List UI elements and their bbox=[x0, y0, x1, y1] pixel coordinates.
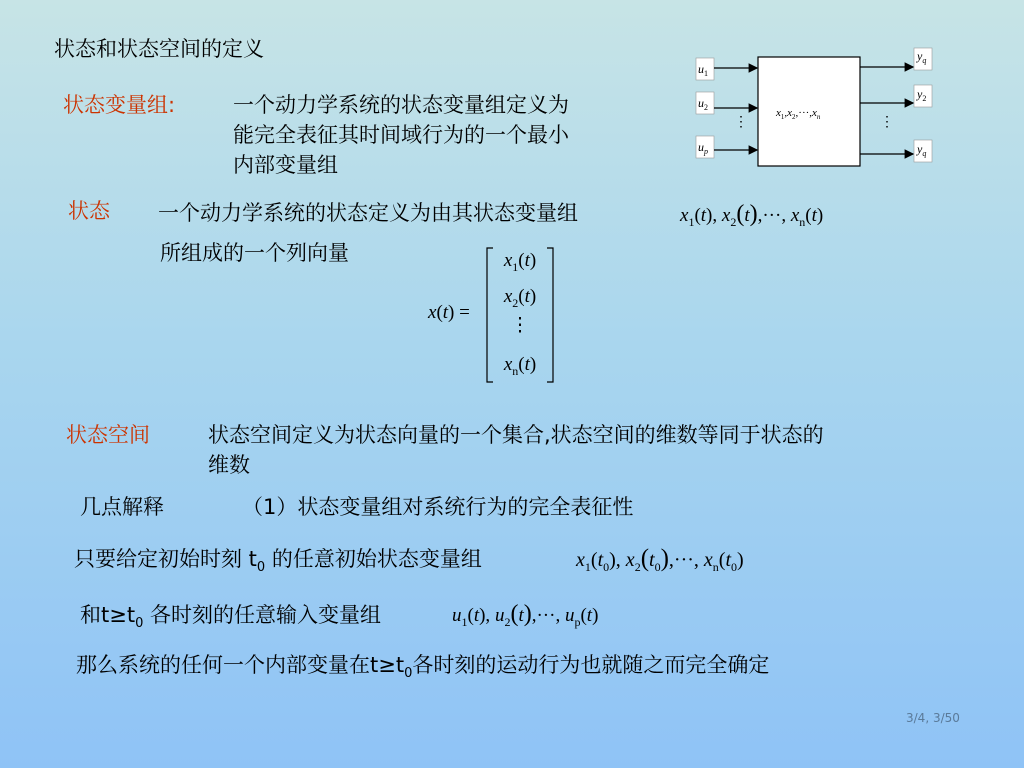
output-label-yq: $y_q$ bbox=[917, 142, 927, 158]
state-var-group-desc-line-1: 一个动力学系统的状态变量组定义为 bbox=[233, 93, 569, 117]
box-label-state-vars: $x_1,x_2,\cdot\cdot\cdot,x_n$ bbox=[776, 107, 821, 121]
explain-label: 几点解释 bbox=[80, 495, 164, 519]
input-label-u1: $u_1$ bbox=[698, 62, 708, 78]
state-label: 状态 bbox=[68, 199, 110, 223]
state-var-group-desc-line-3: 内部变量组 bbox=[233, 153, 338, 177]
output-ellipsis: ⋮ bbox=[880, 115, 894, 130]
vector-row-1: $x_1(t)$ bbox=[503, 250, 537, 274]
state-space-desc-line-2: 维数 bbox=[208, 453, 250, 477]
state-space-label: 状态空间 bbox=[66, 423, 150, 447]
explain-line-1: 只要给定初始时刻 $t_0$ 的任意初始状态变量组 bbox=[74, 547, 482, 576]
page-number: 3/4, 3/50 bbox=[906, 711, 960, 725]
output-label-yq-top: $y_q$ bbox=[917, 49, 927, 65]
state-space-desc-line-1: 状态空间定义为状态向量的一个集合,状态空间的维数等同于状态的 bbox=[208, 423, 824, 447]
column-vector bbox=[485, 246, 555, 382]
input-label-up: $u_p$ bbox=[698, 140, 708, 156]
output-label-y2: $y_2$ bbox=[917, 87, 927, 103]
vector-row-2: $x_2(t)$ bbox=[503, 286, 537, 310]
state-var-formula: $x_1(t)$, $x_2(t),\cdot\cdot\cdot$, $x_n(t)$ bbox=[680, 201, 824, 229]
vector-row-dots: ⋮ bbox=[510, 315, 530, 336]
input-ellipsis: ⋮ bbox=[734, 115, 748, 130]
state-var-group-desc-line-2: 能完全表征其时间域行为的一个最小 bbox=[233, 123, 569, 147]
input-vars-formula: $u_1(t)$, $u_2(t),\cdot\cdot\cdot$, $u_p(t)$ bbox=[452, 601, 599, 629]
input-label-u2: $u_2$ bbox=[698, 96, 708, 112]
explain-line-3: 那么系统的任何一个内部变量在$t\ge t_0$各时刻的运动行为也就随之而完全确定 bbox=[76, 653, 770, 682]
page-title: 状态和状态空间的定义 bbox=[54, 37, 264, 61]
explain-item-1: （1）状态变量组对系统行为的完全表征性 bbox=[242, 495, 634, 519]
state-line-2: 所组成的一个列向量 bbox=[160, 241, 349, 265]
vector-lhs: x(t) = bbox=[428, 302, 470, 323]
state-line-1: 一个动力学系统的状态定义为由其状态变量组 bbox=[158, 201, 578, 225]
explain-line-2: 和$t\ge t_0$ 各时刻的任意输入变量组 bbox=[80, 603, 382, 632]
state-var-group-label: 状态变量组: bbox=[63, 93, 176, 117]
initial-state-formula: $x_1(t_0)$, $x_2(t_0),\cdot\cdot\cdot$, $x_n(t_0)$ bbox=[576, 545, 744, 574]
vector-row-n: $x_n(t)$ bbox=[503, 354, 537, 378]
system-block-diagram bbox=[690, 40, 940, 180]
